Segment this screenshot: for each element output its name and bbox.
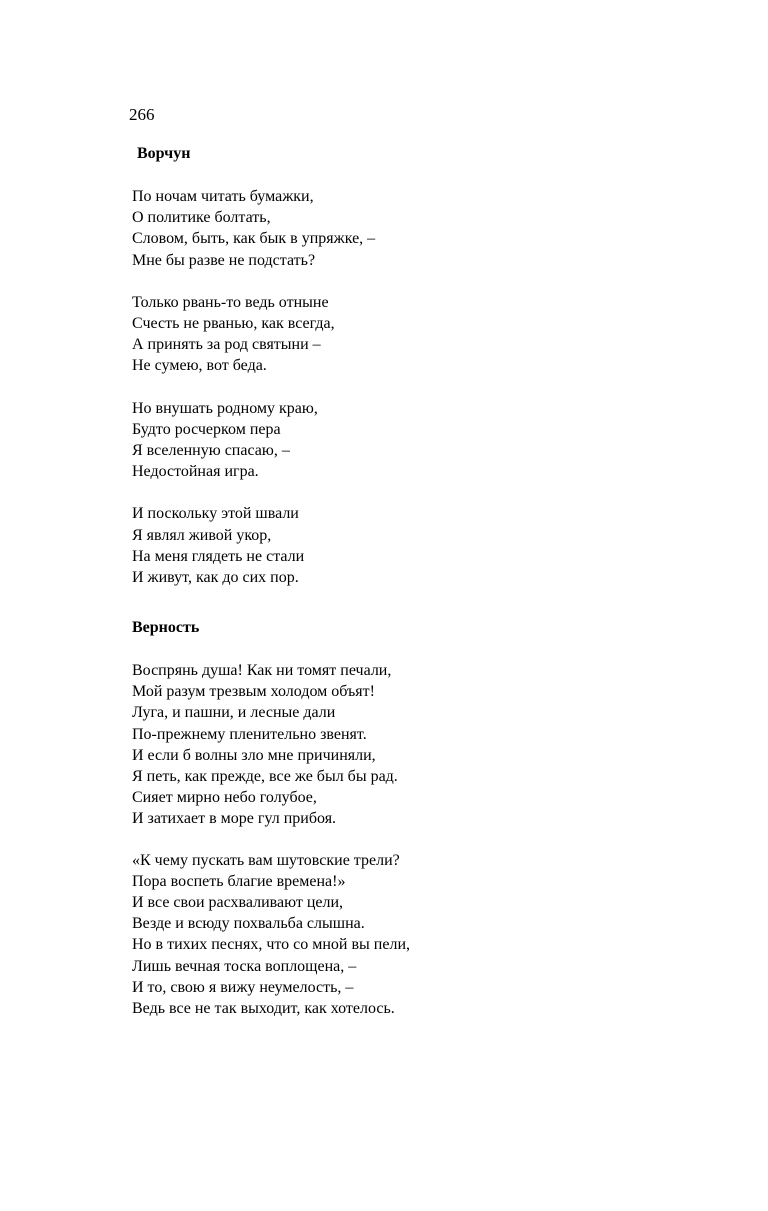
stanza xyxy=(132,398,375,483)
poem-title: Верность xyxy=(132,619,200,636)
verse-line: Но внушать родному краю, xyxy=(132,399,318,417)
verse-line: Будто росчерком пера xyxy=(132,420,281,438)
poem-vorchun xyxy=(132,143,375,609)
verse-line: Ведь все не так выходит, как хотелось. xyxy=(132,1000,395,1018)
verse-line: И все свои расхваливают цели, xyxy=(132,894,344,912)
verse-line: Пора воспеть благие времена!» xyxy=(132,872,346,890)
verse-line: Только рвань-то ведь отныне xyxy=(132,293,329,311)
verse-line: Сияет мирно небо голубое, xyxy=(132,789,317,807)
verse-line: Луга, и пашни, и лесные дали xyxy=(132,704,336,722)
verse-line: Счесть не рванью, как всегда, xyxy=(132,315,335,333)
verse-line: Словом, быть, как бык в упряжке, – xyxy=(132,230,376,248)
page-number: 266 xyxy=(129,105,155,124)
verse-line: На меня глядеть не стали xyxy=(132,547,305,565)
verse-line: И то, свою я вижу неумелость, – xyxy=(132,978,354,996)
verse-line: А принять за род святыни – xyxy=(132,336,321,354)
verse-line: Я вселенную спасаю, – xyxy=(132,442,290,460)
verse-line: По-прежнему пленительно звенят. xyxy=(132,725,367,743)
verse-line: И затихает в море гул прибоя. xyxy=(132,810,337,828)
verse-line: Я петь, как прежде, все же был бы рад. xyxy=(132,768,398,786)
verse-line: Мой разум трезвым холодом объят! xyxy=(132,683,375,701)
verse-line: Лишь вечная тоска воплощена, – xyxy=(132,957,357,975)
stanza xyxy=(132,660,410,830)
verse-line: И поскольку этой швали xyxy=(132,505,299,523)
verse-line: Воспрянь душа! Как ни томят печали, xyxy=(132,662,392,679)
verse-line: Я являл живой укор, xyxy=(132,526,272,544)
verse-line: «К чему пускать вам шутовские трели? xyxy=(132,851,400,869)
stanza xyxy=(132,186,375,271)
verse-line: Мне бы разве не подстать? xyxy=(132,251,316,269)
poem-vernost xyxy=(132,617,410,1039)
stanza xyxy=(132,850,410,1020)
poem-title: Ворчун xyxy=(137,145,191,162)
stanza xyxy=(132,503,375,588)
verse-line: Но в тихих песнях, что со мной вы пели, xyxy=(132,936,411,954)
verse-line: И если б волны зло мне причиняли, xyxy=(132,746,376,764)
verse-line: Везде и всюду похвальба слышна. xyxy=(132,915,365,933)
verse-line: По ночам читать бумажки, xyxy=(132,188,314,205)
verse-line: Недостойная игра. xyxy=(132,463,259,481)
stanza xyxy=(132,292,375,377)
verse-line: О политике болтать, xyxy=(132,209,271,227)
verse-line: И живут, как до сих пор. xyxy=(132,569,299,587)
verse-line: Не сумею, вот беда. xyxy=(132,357,267,375)
